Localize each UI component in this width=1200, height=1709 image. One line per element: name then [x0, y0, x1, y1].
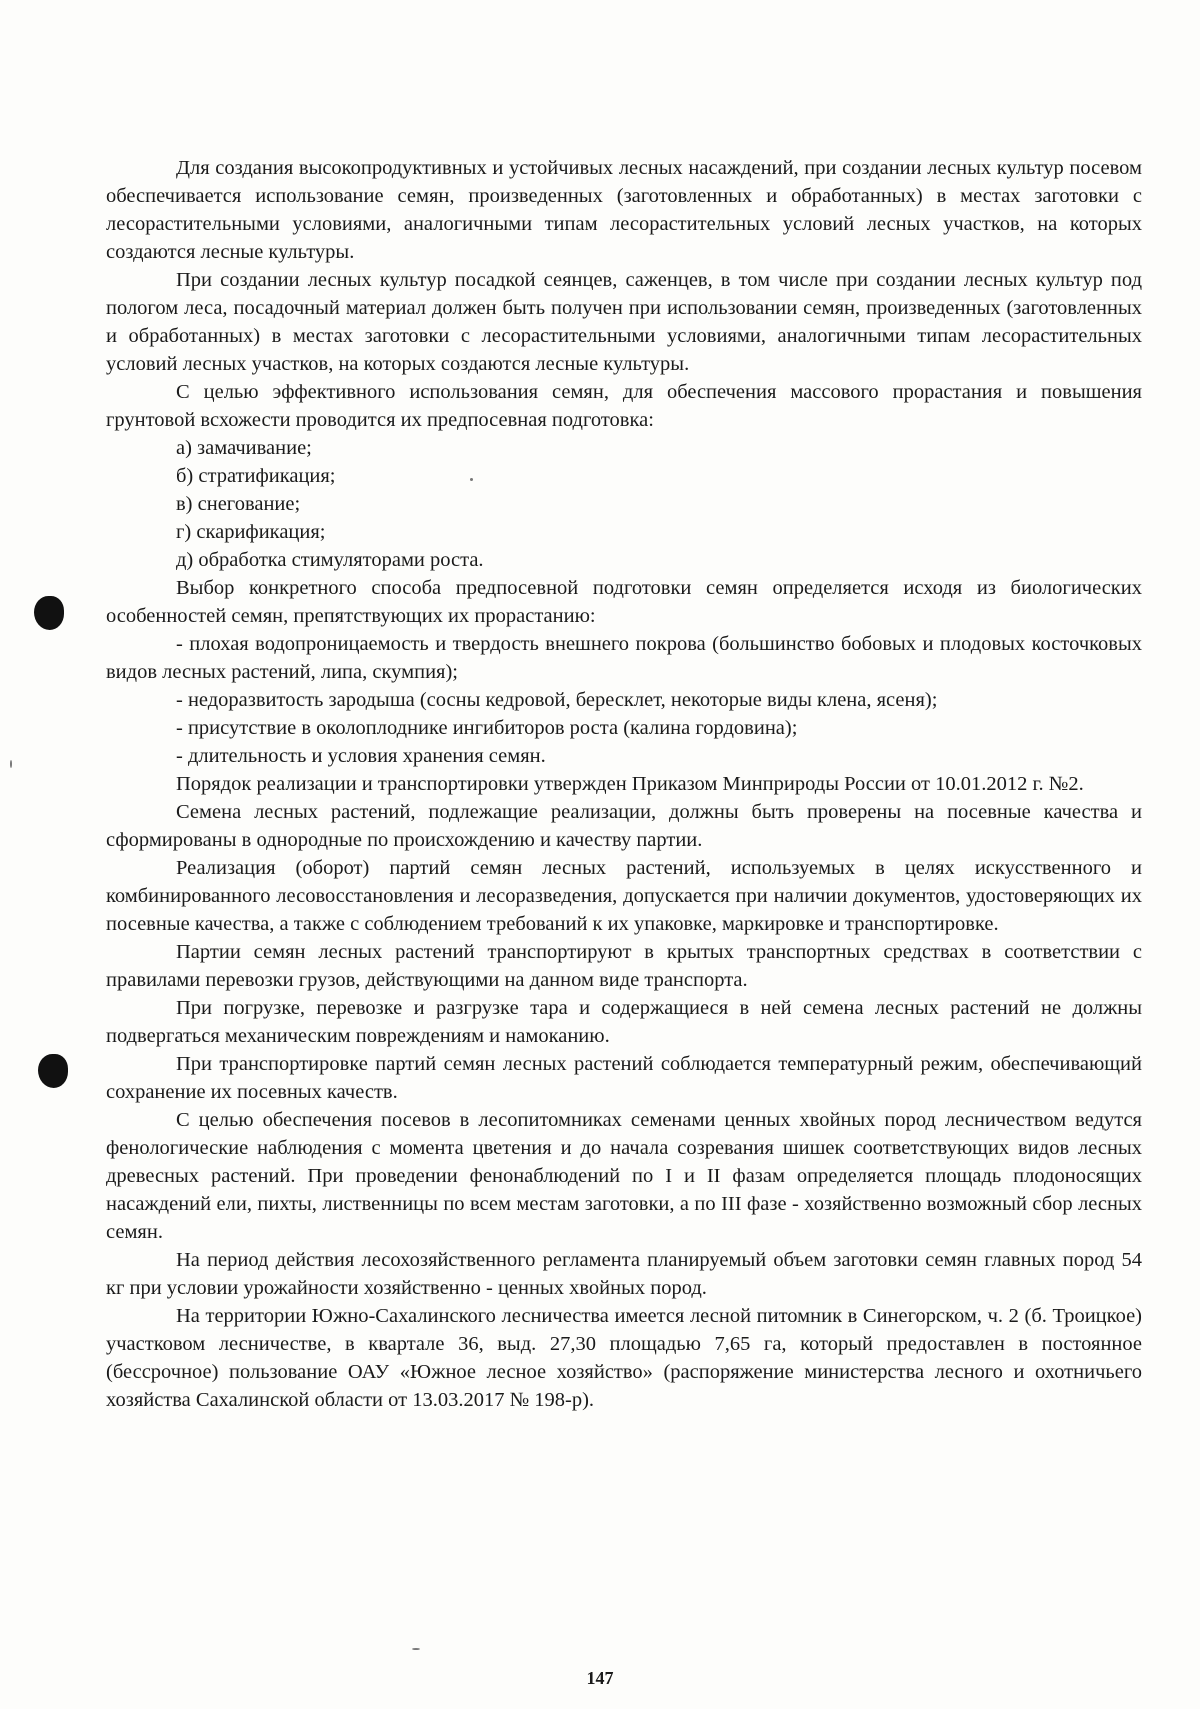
list-item: - присутствие в околоплоднике ингибиторов роста (калина гордовина);: [176, 717, 798, 739]
paragraph: Для создания высокопродуктивных и устойчивых лесных насаждений, при создании лесных культур посевом обеспечивается использование семян, произведенных (заготовленных и обработанных) в местах заготовки с лесорастительными условиями, аналогичными типам лесорастительных условий лесных участков, на которых создаются лесные культуры.: [106, 157, 1142, 263]
page-number: 147: [586, 1668, 614, 1688]
paragraph: С целью обеспечения посевов в лесопитомниках семенами ценных хвойных пород лесничеством ведутся фенологические наблюдения с момента цветения и до начала созревания шишек соответствующих видов лесных древесных растений. При проведении фенонаблюдений по I и II фазам определяется площадь плодоносящих насаждений ели, пихты, лиственницы по всем местам заготовки, а по III фазе - хозяйственно возможный сбор лесных семян.: [106, 1109, 1142, 1243]
paragraph: Реализация (оборот) партий семян лесных растений, используемых в целях искусственного и комбинированного лесовосстановления и лесоразведения, допускается при наличии документов, удостоверяющих их посевные качества, а также с соблюдением требований к их упаковке, маркировке и транспортировке.: [106, 857, 1142, 935]
scan-speck: [412, 1648, 420, 1650]
list-item: - плохая водопроницаемость и твердость внешнего покрова (большинство бобовых и плодовых косточковых видов лесных растений, липа, скумпия);: [106, 633, 1142, 683]
paragraph: С целью эффективного использования семян, для обеспечения массового прорастания и повышения грунтовой всхожести проводится их предпосевная подготовка:: [106, 381, 1142, 431]
paragraph: При погрузке, перевозке и разгрузке тара и содержащиеся в ней семена лесных растений не должны подвергаться механическим повреждениям и намоканию.: [106, 997, 1142, 1047]
list-item: в) снегование;: [176, 493, 301, 515]
paragraph: Выбор конкретного способа предпосевной подготовки семян определяется исходя из биологических особенностей семян, препятствующих их прорастанию:: [106, 577, 1142, 627]
paragraph: При создании лесных культур посадкой сеянцев, саженцев, в том числе при создании лесных культур под пологом леса, посадочный материал должен быть получен при использовании семян, произведенных (заготовленных и обработанных) в местах заготовки с лесорастительными условиями, аналогичными типам лесорастительных условий лесных участков, на которых создаются лесные культуры.: [106, 269, 1142, 375]
paragraph: На период действия лесохозяйственного регламента планируемый объем заготовки семян главных пород 54 кг при условии урожайности хозяйственно - ценных хвойных пород.: [106, 1249, 1142, 1299]
paragraph: На территории Южно-Сахалинского лесничества имеется лесной питомник в Синегорском, ч. 2 (б. Троицкое) участковом лесничестве, в квартале 36, выд. 27,30 площадью 7,65 га, который предоставлен в постоянное (бессрочное) пользование ОАУ «Южное лесное хозяйство» (распоряжение министерства лесного и охотничьего хозяйства Сахалинской области от 13.03.2017 № 198-р).: [106, 1305, 1142, 1411]
list-item: - длительность и условия хранения семян.: [176, 745, 546, 767]
paragraph: Семена лесных растений, подлежащие реализации, должны быть проверены на посевные качества и сформированы в однородные по происхождению и качеству партии.: [106, 801, 1142, 851]
list-item: д) обработка стимуляторами роста.: [176, 549, 484, 571]
document-body: [106, 154, 1142, 1414]
paragraph: Партии семян лесных растений транспортируют в крытых транспортных средствах в соответствии с правилами перевозки грузов, действующими на данном виде транспорта.: [106, 941, 1142, 991]
punch-hole-mark: [38, 1054, 68, 1088]
list-item: г) скарификация;: [176, 521, 326, 543]
punch-hole-mark: [34, 596, 64, 630]
list-item: - недоразвитость зародыша (сосны кедровой, бересклет, некоторые виды клена, ясеня);: [176, 689, 938, 711]
list-item: б) стратификация;: [176, 465, 336, 487]
list-item: а) замачивание;: [176, 437, 312, 459]
paragraph: При транспортировке партий семян лесных растений соблюдается температурный режим, обеспечивающий сохранение их посевных качеств.: [106, 1053, 1142, 1103]
paragraph: Порядок реализации и транспортировки утвержден Приказом Минприроды России от 10.01.2012 г. №2.: [176, 773, 1084, 795]
scan-speck: [10, 760, 12, 768]
